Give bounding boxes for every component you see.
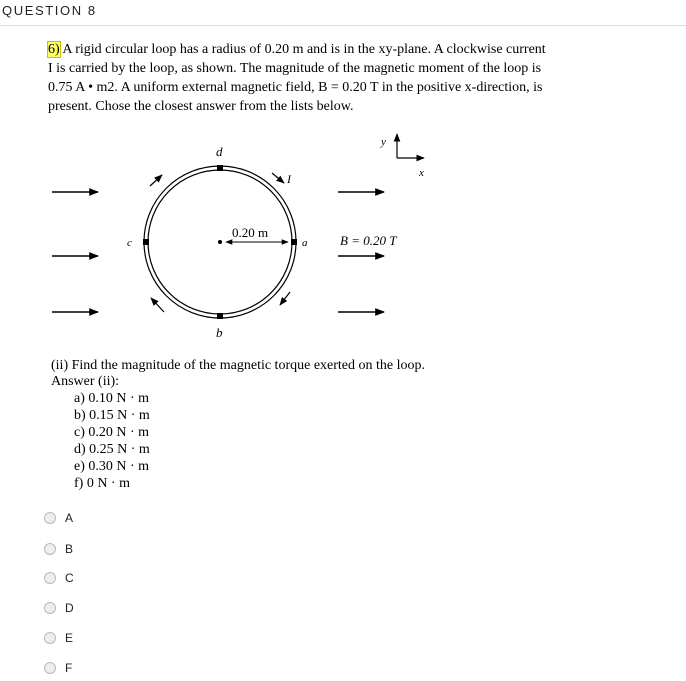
point-c-marker — [143, 239, 149, 245]
radio-button-c[interactable] — [44, 572, 56, 584]
problem-text-1: A rigid circular loop has a radius of 0.20 m and is in the xy-plane. A clockwise current — [62, 42, 546, 57]
loop-center — [218, 240, 222, 244]
choice-list — [74, 390, 150, 492]
label-b: b — [216, 325, 223, 340]
option-label-d[interactable]: D — [65, 601, 74, 615]
radius-label: 0.20 m — [232, 225, 269, 240]
current-arrow-top-right — [272, 173, 284, 183]
point-b-marker — [217, 313, 223, 319]
radio-button-a[interactable] — [44, 512, 56, 524]
header-divider — [0, 25, 686, 26]
choice-e: e) 0.30 N · m — [74, 459, 150, 474]
question-number-highlight: 6) — [48, 42, 60, 57]
subquestion-prompt: (ii) Find the magnitude of the magnetic torque exerted on the loop. — [51, 358, 426, 373]
option-c[interactable] — [44, 570, 74, 586]
choice-b: b) 0.15 N · m — [74, 408, 150, 423]
current-arrow-top-left — [150, 175, 162, 186]
subquestion-block — [51, 358, 425, 390]
problem-line-2: I is carried by the loop, as shown. The magnitude of the magnetic moment of the loop is — [48, 61, 542, 76]
problem-line-3: 0.75 A • m2. A uniform external magnetic field, B = 0.20 T in the positive x-direction, is — [48, 80, 543, 95]
choice-f: f) 0 N · m — [74, 476, 130, 491]
option-label-a[interactable]: A — [65, 511, 74, 525]
option-label-f[interactable]: F — [65, 661, 73, 675]
label-c: c — [127, 237, 132, 249]
current-arrow-bottom-right — [280, 292, 290, 305]
point-d-marker — [217, 165, 223, 171]
label-d: d — [216, 144, 223, 159]
question-title: QUESTION 8 — [2, 3, 97, 18]
x-axis-label: x — [419, 167, 424, 179]
problem-line-1 — [48, 40, 546, 60]
option-d[interactable] — [44, 600, 74, 616]
option-f[interactable] — [44, 660, 72, 676]
option-e[interactable] — [44, 630, 73, 646]
point-a-marker — [291, 239, 297, 245]
current-label: I — [287, 172, 291, 186]
y-axis-label: y — [381, 136, 386, 148]
radio-button-b[interactable] — [44, 543, 56, 555]
choice-a: a) 0.10 N · m — [74, 391, 150, 406]
choice-d: d) 0.25 N · m — [74, 442, 150, 457]
answer-label: Answer (ii): — [51, 374, 120, 389]
option-label-b[interactable]: B — [65, 542, 74, 556]
option-b[interactable] — [44, 541, 73, 557]
radio-button-e[interactable] — [44, 632, 56, 644]
problem-line-4: present. Chose the closest answer from the lists below. — [48, 99, 354, 114]
radio-button-d[interactable] — [44, 602, 56, 614]
radio-button-f[interactable] — [44, 662, 56, 674]
option-label-c[interactable]: C — [65, 571, 74, 585]
label-a: a — [302, 237, 308, 249]
option-label-e[interactable]: E — [65, 631, 74, 645]
choice-c: c) 0.20 N · m — [74, 425, 150, 440]
option-a[interactable] — [44, 510, 73, 526]
field-label: B = 0.20 T — [340, 233, 397, 248]
current-arrow-bottom-left — [151, 298, 164, 312]
loop-diagram — [40, 128, 460, 350]
